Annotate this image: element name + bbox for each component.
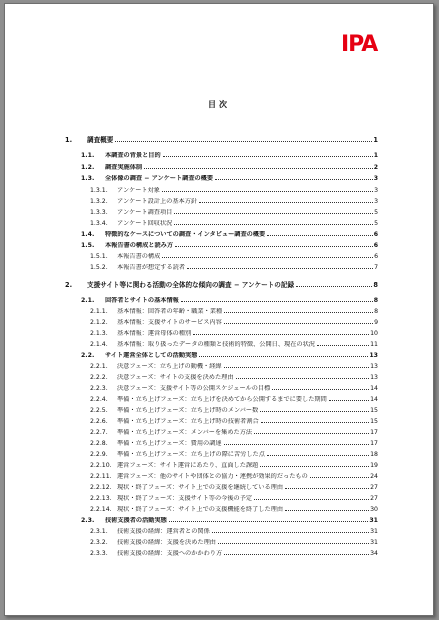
toc-entry-number: 2.2.5.	[90, 407, 108, 414]
toc-dot-leader	[174, 213, 373, 214]
toc-dot-leader	[162, 257, 373, 258]
toc-dot-leader	[261, 422, 369, 423]
toc-entry-number: 2.2.3.	[90, 385, 108, 392]
toc-entry	[81, 175, 378, 183]
toc-entry	[90, 264, 378, 272]
toc-entry	[90, 440, 378, 448]
toc-entry	[90, 374, 378, 382]
toc-dot-leader	[224, 323, 373, 324]
toc-entry-number: 2.1.	[81, 297, 95, 304]
toc-dot-leader	[224, 367, 370, 368]
toc-entry-title: 基本情報：支援サイトのサービス内容	[117, 319, 222, 326]
toc-entry-title: 技術支援者の活動実態	[105, 517, 167, 524]
toc-entry	[90, 539, 378, 547]
toc-entry-title: サイト運営全体としての活動実態	[105, 352, 198, 359]
toc-entry	[65, 281, 378, 289]
toc-entry-title: アンケート回収状況	[117, 220, 173, 227]
toc-entry-page: 7	[374, 264, 378, 271]
toc-entry-page: 8	[373, 297, 378, 304]
toc-entry-title: 決意フェーズ：支援サイト等の公開スケジュールの目標	[117, 385, 271, 392]
toc-entry-title: 技術支援の経緯：支援を決めた理由	[117, 539, 216, 546]
toc-dot-leader	[260, 411, 369, 412]
toc-dot-leader	[236, 378, 370, 379]
toc-entry-title: 運営フェーズ：他のサイトや団体との協力・連携が効果的だったもの	[117, 473, 308, 480]
toc-entry-page: 31	[370, 539, 378, 546]
toc-entry-page: 17	[370, 429, 378, 436]
toc-entry	[90, 187, 378, 195]
toc-dot-leader	[310, 477, 369, 478]
toc-entry-page: 5	[374, 220, 378, 227]
toc-entry-number: 1.5.	[81, 242, 95, 249]
toc-dot-leader	[181, 301, 373, 302]
toc-entry-title: 運営フェーズ：サイト運営にあたり、直面した課題	[117, 462, 259, 469]
toc-entry	[90, 330, 378, 338]
toc-entry-number: 2.2.13.	[90, 495, 112, 502]
toc-dot-leader	[254, 499, 369, 500]
toc-entry-title: アンケート対象	[117, 187, 160, 194]
toc-entry-number: 2.2.4.	[90, 396, 108, 403]
toc-entry-number: 2.2.	[81, 352, 95, 359]
toc-entry-title: 現状・終了フェーズ：支援サイト等の今後の予定	[117, 495, 253, 502]
toc-entry	[90, 550, 378, 558]
toc-dot-leader	[329, 400, 369, 401]
toc-entry	[90, 308, 378, 316]
toc-entry-number: 2.2.2.	[90, 374, 108, 381]
toc-entry	[90, 407, 378, 415]
toc-entry-number: 1.1.	[81, 152, 95, 159]
toc-entry-page: 9	[374, 319, 378, 326]
toc-dot-leader	[174, 224, 373, 225]
toc-entry	[90, 495, 378, 503]
toc-entry	[90, 319, 378, 327]
toc-entry-number: 2.3.2.	[90, 539, 108, 546]
toc-entry	[81, 352, 378, 360]
toc-entry-title: 全体像の調査 − アンケート調査の概要	[105, 175, 214, 182]
toc-entry-number: 1.3.2.	[90, 198, 108, 205]
toc-entry-page: 31	[370, 528, 378, 535]
toc-entry-title: 回答者とサイトの基本情報	[105, 297, 179, 304]
toc-entry-title: 準備・立ち上げフェーズ：立ち上げの際に苦労した点	[117, 451, 265, 458]
toc-dot-leader	[218, 543, 369, 544]
toc-entry-page: 27	[370, 495, 378, 502]
toc-entry	[90, 506, 378, 514]
toc-entry-page: 8	[373, 281, 378, 289]
toc-entry-number: 2.1.4.	[90, 341, 108, 348]
toc-entry-number: 1.3.3.	[90, 209, 108, 216]
toc-dot-leader	[224, 554, 369, 555]
toc-entry-number: 1.4.	[81, 231, 95, 238]
toc-entry-page: 10	[370, 330, 378, 337]
toc-entry-page: 14	[370, 396, 378, 403]
toc-dot-leader	[224, 444, 370, 445]
toc-dot-leader	[267, 235, 372, 236]
ipa-logo: IPA	[341, 32, 378, 57]
toc-dot-leader	[272, 389, 369, 390]
toc-entry-title: 調査概要	[87, 136, 114, 144]
toc-entry-number: 2.2.8.	[90, 440, 108, 447]
toc-entry-title: 準備・立ち上げフェーズ：立ち上げ時の技術者割合	[117, 418, 259, 425]
toc-entry-number: 2.2.10.	[90, 462, 112, 469]
toc-entry	[65, 136, 378, 144]
toc-entry-number: 2.1.2.	[90, 319, 108, 326]
toc-entry-title: 本報告書の構成と読み方	[105, 242, 174, 249]
toc-entry-number: 2.2.14.	[90, 506, 112, 513]
toc-dot-leader	[254, 433, 369, 434]
toc-entry-number: 1.3.1.	[90, 187, 108, 194]
toc-entry	[81, 242, 378, 250]
toc-entry-title: 本調査の背景と目的	[105, 152, 161, 159]
toc-entry-page: 13	[370, 363, 378, 370]
toc-entry	[90, 528, 378, 536]
toc-dot-leader	[260, 466, 369, 467]
toc-entry-title: 支援サイト等に関わる活動の全体的な傾向の調査 − アンケートの記録	[87, 281, 295, 289]
toc-dot-leader	[296, 286, 372, 287]
toc-entry-title: 準備・立ち上げフェーズ：立ち上げを決めてから公開するまでに要した期間	[117, 396, 327, 403]
toc-entry-page: 6	[373, 231, 378, 238]
toc-entry	[90, 341, 378, 349]
toc-dot-leader	[175, 246, 373, 247]
toc-dot-leader	[199, 356, 368, 357]
toc-dot-leader	[193, 334, 369, 335]
toc-entry	[90, 462, 378, 470]
toc-entry-page: 5	[374, 209, 378, 216]
toc-dot-leader	[187, 268, 373, 269]
toc-entry-title: 基本情報：回答者の年齢・職業・業種	[117, 308, 223, 315]
toc-entry	[90, 220, 378, 228]
toc-entry-page: 34	[370, 550, 378, 557]
toc-entry-title: 本報告書が想定する読者	[117, 264, 186, 271]
toc-entry-title: 技術支援の経緯：運営者との関係	[117, 528, 210, 535]
toc-dot-leader	[199, 202, 373, 203]
toc-dot-leader	[212, 532, 369, 533]
toc-entry	[90, 385, 378, 393]
toc-entry-page: 3	[374, 187, 378, 194]
toc-entry-title: 準備・立ち上げフェーズ：メンバーを集めた方法	[117, 429, 253, 436]
toc-entry-page: 27	[370, 484, 378, 491]
page-title: 目次	[208, 100, 230, 109]
toc-entry-number: 2.2.11.	[90, 473, 112, 480]
toc-entry	[90, 396, 378, 404]
toc-entry-number: 2.2.6.	[90, 418, 108, 425]
toc-entry-number: 2.3.3.	[90, 550, 108, 557]
toc-entry-number: 2.3.1.	[90, 528, 108, 535]
toc-entry-title: 基本情報：運営母体の種別	[117, 330, 192, 337]
toc-dot-leader	[215, 179, 373, 180]
toc-dot-leader	[224, 312, 373, 313]
toc-entry-page: 3	[373, 175, 378, 182]
toc-entry-number: 1.5.1.	[90, 253, 108, 260]
toc-entry-page: 1	[373, 136, 378, 144]
toc-entry	[81, 231, 378, 239]
toc-entry-number: 2.1.3.	[90, 330, 108, 337]
toc-entry	[81, 152, 378, 160]
toc-entry-page: 24	[370, 473, 378, 480]
toc-entry-page: 6	[373, 242, 378, 249]
toc-entry-page: 1	[373, 152, 378, 159]
toc-dot-leader	[169, 521, 369, 522]
toc-entry-title: 準備・立ち上げフェーズ：費用の調達	[117, 440, 222, 447]
toc-entry-number: 2.2.12.	[90, 484, 112, 491]
toc-entry-title: 技術支援の経緯：支援へのかかわり方	[117, 550, 223, 557]
toc-entry-page: 14	[370, 385, 378, 392]
toc-entry	[90, 363, 378, 371]
toc-entry-page: 3	[374, 198, 378, 205]
toc-entry-page: 13	[370, 374, 378, 381]
toc-entry	[90, 198, 378, 206]
toc-entry-page: 11	[370, 341, 378, 348]
toc-entry-number: 1.3.4.	[90, 220, 108, 227]
toc-entry-title: アンケート設計上の基本方針	[117, 198, 198, 205]
toc-entry-page: 31	[369, 517, 378, 524]
toc-entry-page: 30	[370, 506, 378, 513]
toc-entry-title: 準備・立ち上げフェーズ：立ち上げ時のメンバー数	[117, 407, 259, 414]
table-of-contents	[5, 4, 433, 615]
toc-entry-title: 調査実施体制	[105, 164, 143, 171]
toc-entry	[90, 209, 378, 217]
toc-entry-title: 決意フェーズ：立ち上げの動機・経緯	[117, 363, 222, 370]
toc-entry-title: 現状・終了フェーズ：サイト上での支援機能を終了した理由	[117, 506, 284, 513]
toc-entry-page: 17	[370, 440, 378, 447]
toc-entry-title: 特徴的なケースについての調査・インタビュー調査の概要	[105, 231, 266, 238]
toc-entry-title: アンケート調査項目	[117, 209, 173, 216]
toc-entry	[81, 297, 378, 305]
toc-entry-title: 決意フェーズ：サイトの支援を決めた理由	[117, 374, 234, 381]
toc-entry	[90, 473, 378, 481]
toc-dot-leader	[267, 455, 369, 456]
toc-entry-page: 15	[370, 407, 378, 414]
toc-entry-number: 2.2.9.	[90, 451, 108, 458]
toc-entry-number: 1.2.	[81, 164, 95, 171]
toc-entry-page: 8	[374, 308, 378, 315]
toc-entry-page: 15	[370, 418, 378, 425]
toc-entry-number: 1.3.	[81, 175, 95, 182]
toc-entry-number: 2.3.	[81, 517, 95, 524]
toc-entry-number: 2.2.7.	[90, 429, 108, 436]
document-page	[4, 3, 434, 616]
toc-entry	[90, 429, 378, 437]
toc-entry-page: 19	[370, 462, 378, 469]
toc-entry-number: 2.2.1.	[90, 363, 108, 370]
toc-dot-leader	[317, 345, 369, 346]
toc-entry	[90, 418, 378, 426]
toc-dot-leader	[163, 156, 373, 157]
toc-dot-leader	[162, 191, 373, 192]
toc-entry-page: 18	[370, 451, 378, 458]
toc-dot-leader	[285, 510, 369, 511]
toc-dot-leader	[285, 488, 369, 489]
toc-entry-title: 基本情報：取り扱ったデータの種類と技術的特徴、公開日、現在の状況	[117, 341, 315, 348]
toc-entry-number: 1.5.2.	[90, 264, 108, 271]
toc-entry-number: 2.1.1.	[90, 308, 108, 315]
toc-entry-title: 現状・終了フェーズ：サイト上での支援を継続している理由	[117, 484, 284, 491]
toc-entry	[90, 484, 378, 492]
toc-dot-leader	[115, 141, 372, 142]
toc-entry-page: 13	[369, 352, 378, 359]
toc-entry-number: 1.	[65, 136, 73, 144]
toc-entry-page: 6	[374, 253, 378, 260]
toc-entry-page: 2	[373, 164, 378, 171]
toc-dot-leader	[144, 168, 373, 169]
toc-entry	[90, 253, 378, 261]
toc-entry	[90, 451, 378, 459]
toc-entry-number: 2.	[65, 281, 73, 289]
toc-entry	[81, 164, 378, 172]
toc-entry-title: 本報告書の構成	[117, 253, 161, 260]
toc-entry	[81, 517, 378, 525]
